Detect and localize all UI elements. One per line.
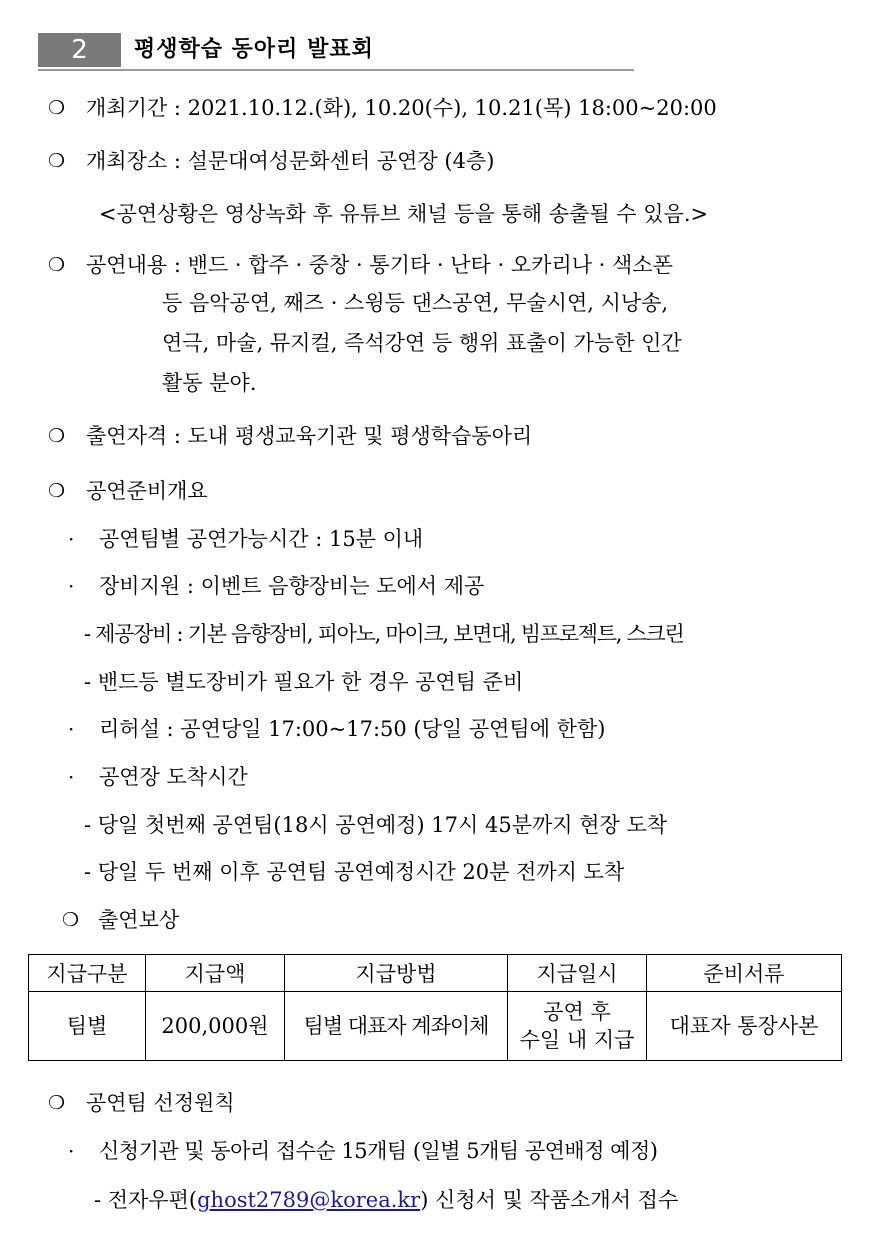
table-header-row	[29, 955, 842, 992]
prep-equip-items: - 제공장비 : 기본 음향장비, 피아노, 마이크, 보면대, 빔프로젝트, 스크린	[84, 622, 684, 646]
venue-label: 개최장소	[86, 149, 168, 173]
circle-bullet-icon: ❍	[48, 150, 66, 172]
content-text-line: 등 음악공연, 째즈 · 스윙등 댄스공연, 무술시연, 시낭송,	[162, 291, 669, 315]
eligibility-value: 도내 평생교육기관 및 평생학습동아리	[187, 424, 533, 448]
period-value: 2021.10.12.(화), 10.20(수), 10.21(목) 18:00~20:00	[187, 96, 717, 120]
reward-table	[28, 954, 842, 1061]
cell-date-line: 수일 내 지급	[519, 1028, 635, 1052]
dot-bullet-icon: ·	[68, 765, 75, 789]
period-label: 개최기간	[86, 96, 168, 120]
circle-bullet-icon: ❍	[48, 1092, 66, 1114]
cell-amount: 200,000원	[146, 992, 285, 1061]
table-header: 준비서류	[647, 955, 842, 992]
colon: :	[167, 253, 188, 277]
circle-bullet-icon: ❍	[62, 909, 80, 931]
table-header: 지급구분	[29, 955, 146, 992]
prep-arrival-first: - 당일 첫번째 공연팀(18시 공연예정) 17시 45분까지 현장 도착	[84, 813, 668, 837]
circle-bullet-icon: ❍	[48, 425, 66, 447]
dot-bullet-icon: ·	[68, 717, 75, 741]
section-number: 2	[38, 33, 121, 67]
colon: :	[167, 149, 188, 173]
section-title: 평생학습 동아리 발표회	[134, 37, 374, 62]
venue-line	[86, 146, 494, 176]
email-prefix: - 전자우편(	[94, 1188, 198, 1212]
cell-date	[508, 992, 647, 1061]
cell-docs: 대표자 통장사본	[647, 992, 842, 1061]
dot-bullet-icon: ·	[68, 1139, 75, 1163]
prep-arrival: 공연장 도착시간	[99, 765, 248, 789]
header-divider	[121, 33, 124, 67]
circle-bullet-icon: ❍	[48, 480, 66, 502]
content-line	[86, 250, 673, 280]
reward-title: 출연보상	[98, 908, 180, 932]
circle-bullet-icon: ❍	[48, 254, 66, 276]
table-header: 지급액	[146, 955, 285, 992]
prep-equipment: 장비지원 : 이벤트 음향장비는 도에서 제공	[99, 574, 485, 598]
section-header	[38, 33, 634, 71]
colon: :	[167, 424, 188, 448]
email-link[interactable]: ghost2789@korea.kr	[197, 1188, 421, 1212]
prep-title: 공연준비개요	[86, 479, 208, 503]
selection-rule: 신청기관 및 동아리 접수순 15개팀 (일별 5개팀 공연배정 예정)	[99, 1139, 658, 1163]
selection-email-line	[94, 1185, 678, 1215]
content-text-line: 밴드 · 합주 · 중창 · 통기타 · 난타 · 오카리나 · 색소폰	[187, 253, 673, 277]
email-suffix: ) 신청서 및 작품소개서 접수	[420, 1188, 679, 1212]
venue-note: <공연상황은 영상녹화 후 유튜브 채널 등을 통해 송출될 수 있음.>	[99, 202, 709, 226]
prep-equip-band: - 밴드등 별도장비가 필요가 한 경우 공연팀 준비	[84, 670, 524, 694]
table-row	[29, 992, 842, 1061]
eligibility-line	[86, 421, 532, 451]
content-text-line: 활동 분야.	[162, 371, 257, 395]
selection-title: 공연팀 선정원칙	[86, 1091, 235, 1115]
dot-bullet-icon: ·	[68, 574, 75, 598]
cell-date-line: 공연 후	[543, 1000, 611, 1024]
colon: :	[167, 96, 188, 120]
content-text-line: 연극, 마술, 뮤지컬, 즉석강연 등 행위 표출이 가능한 인간	[162, 331, 682, 355]
cell-method: 팀별 대표자 계좌이체	[285, 992, 508, 1061]
prep-arrival-second: - 당일 두 번째 이후 공연팀 공연예정시간 20분 전까지 도착	[84, 860, 625, 884]
period-line	[86, 93, 717, 123]
prep-time-limit: 공연팀별 공연가능시간 : 15분 이내	[99, 527, 424, 551]
prep-rehearsal: 리허설 : 공연당일 17:00~17:50 (당일 공연팀에 한함)	[99, 717, 606, 741]
content-label: 공연내용	[86, 253, 168, 277]
circle-bullet-icon: ❍	[48, 97, 66, 119]
dot-bullet-icon: ·	[68, 527, 75, 551]
table-header: 지급방법	[285, 955, 508, 992]
cell-category: 팀별	[29, 992, 146, 1061]
venue-value: 설문대여성문화센터 공연장 (4층)	[187, 149, 495, 173]
table-header: 지급일시	[508, 955, 647, 992]
eligibility-label: 출연자격	[86, 424, 168, 448]
